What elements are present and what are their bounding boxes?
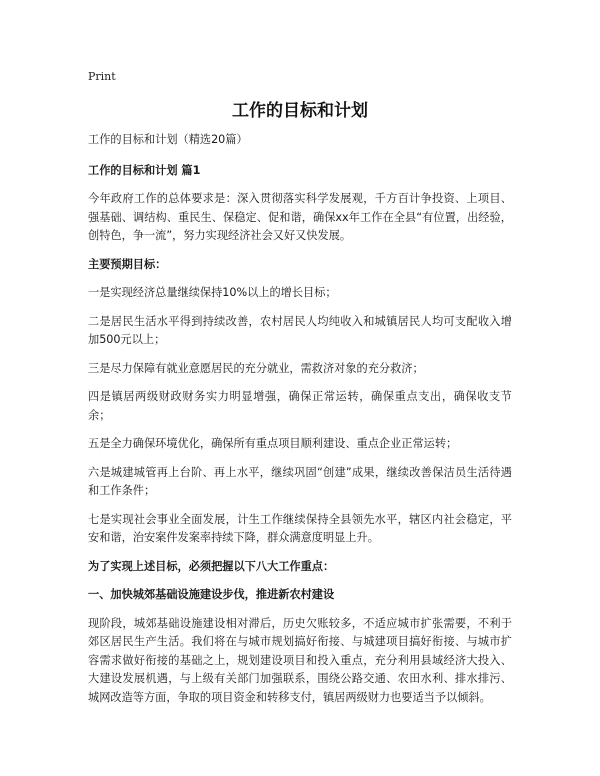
document-subtitle: 工作的目标和计划（精选20篇） [88, 133, 248, 146]
goals-heading: 主要预期目标： [88, 257, 167, 271]
document-body [88, 131, 512, 717]
goal-item: 七是实现社会事业全面发展，计生工作继续保持全县领先水平，辖区内社会稳定，平安和谐，治安案件发案率持续下降，群众满意度明显上升。 [88, 512, 512, 544]
goal-item: 二是居民生活水平得到持续改善，农村居民人均纯收入和城镇居民人均可支配收入增加500元以上； [88, 314, 512, 346]
section-heading: 工作的目标和计划 篇1 [88, 163, 201, 177]
point-paragraph: 现阶段，城郊基础设施建设相对滞后，历史欠账较多，不适应城市扩张需要，不利于郊区居民生产生活。我们将在与城市规划搞好衔接、与城建项目搞好衔接、与城市扩容需求做好衔接的基础之上，规划建设项目和投入重点，充分利用县域经济大投入、大建设发展机遇，与上级有关部门加强联系，围绕公路交通、农田水利、排水排污、城网改造等方面，争取的项目资金和转移支付，镇居两级财力也要适当予以倾斜。 [88, 616, 512, 704]
goal-item: 四是镇居两级财政财务实力明显增强，确保正常运转，确保重点支出，确保收支节余； [88, 390, 512, 422]
intro-paragraph: 今年政府工作的总体要求是：深入贯彻落实科学发展观，千方百计争投资、上项目、强基础、调结构、重民生、保稳定、促和谐，确保xx年工作在全县“有位置，出经验，创特色，争一流”，努力实现经济社会又好又快发展。 [88, 192, 512, 242]
goal-item: 五是全力确保环境优化，确保所有重点项目顺利建设、重点企业正常运转； [88, 437, 458, 450]
goal-item: 六是城建城管再上台阶、再上水平，继续巩固“创建”成果，继续改善保洁员生活待遇和工作条件； [88, 465, 512, 497]
goal-item: 三是尽力保障有就业意愿居民的充分就业，需救济对象的充分救济； [88, 361, 424, 375]
print-link[interactable]: Print [88, 70, 116, 83]
point-heading: 一、加快城郊基础设施建设步伐，推进新农村建设 [88, 588, 335, 601]
page-title: 工作的目标和计划 [232, 101, 368, 121]
goal-item: 一是实现经济总量继续保持10%以上的增长目标； [88, 286, 337, 299]
focus-heading: 为了实现上述目标，必须把握以下八大工作重点： [88, 559, 335, 573]
